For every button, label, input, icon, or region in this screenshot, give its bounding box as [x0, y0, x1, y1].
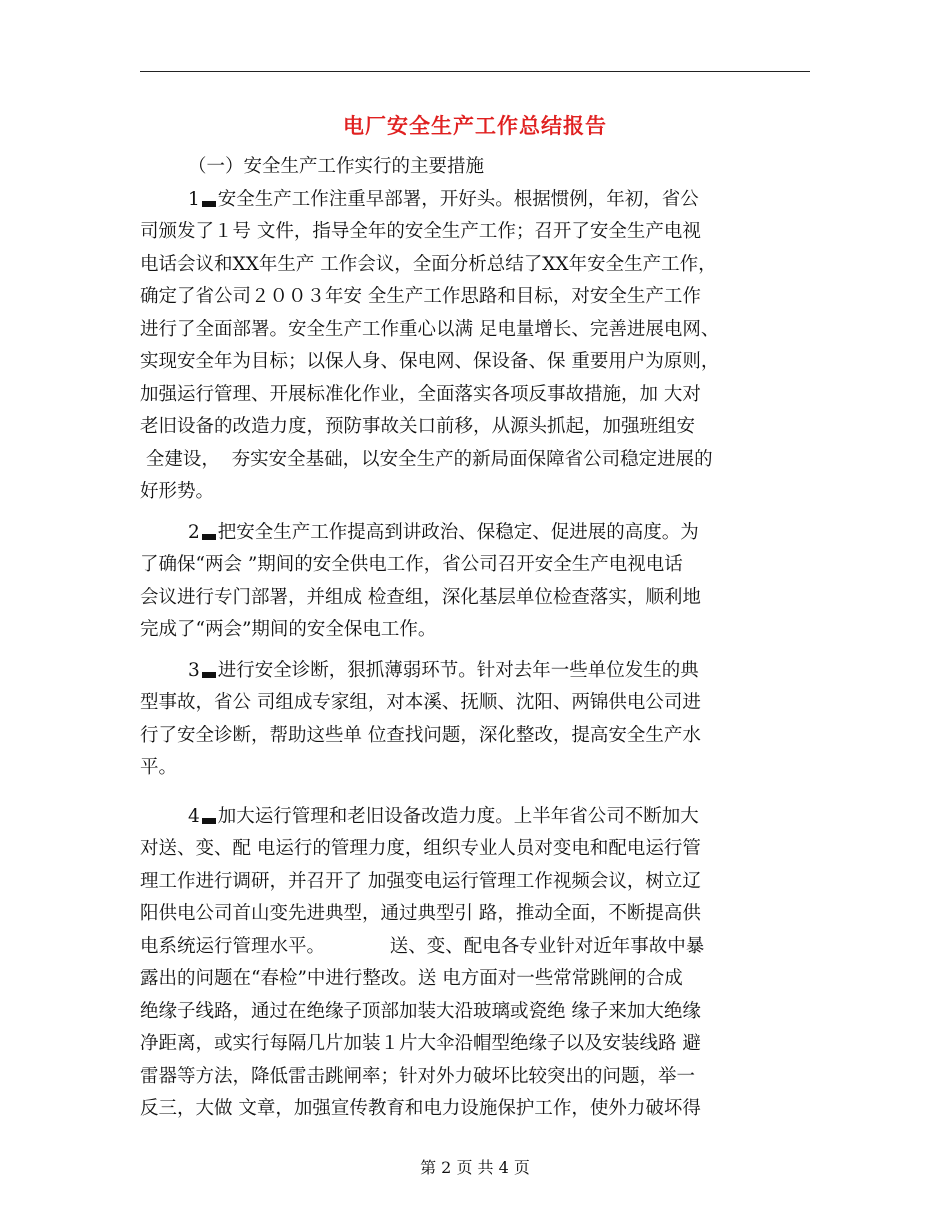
text-line: 全建设， 夯实安全基础，以安全生产的新局面保障省公司稳定进展的	[140, 448, 713, 470]
text-line: 老旧设备的改造力度，预防事故关口前移，从源头抓起，加强班组安	[140, 416, 696, 437]
text-line: 平。	[140, 757, 178, 778]
text-line: 型事故，省公 司组成专家组，对本溪、抚顺、沈阳、两锦供电公司进	[140, 692, 701, 713]
text-line: 实现安全年为目标；以保人身、保电网、保设备、保 重要用户为原则，	[140, 351, 720, 372]
dash-mark	[202, 201, 216, 207]
text-line: 完成了“两会”期间的安全保电工作。	[140, 619, 437, 640]
text-line: 电话会议和XX年生产 工作会议，全面分析总结了XX年安全生产工作，	[140, 253, 717, 275]
item-number: 3	[188, 659, 200, 681]
item-number: 4	[188, 805, 200, 827]
item-number: 1	[188, 188, 200, 210]
paragraph-4	[140, 801, 810, 1126]
text-line: 净距离，或实行每隔几片加装１片大伞沿帽型绝缘子以及安装线路 避	[140, 1033, 701, 1054]
paragraph-4-first-line: 4 加大运行管理和老旧设备改造力度。上半年省公司不断加大	[188, 805, 699, 827]
text-line: 露出的问题在“春检”中进行整改。送 电方面对一些常常跳闸的合成	[140, 968, 683, 989]
text-line: 对送、变、配 电运行的管理力度，组织专业人员对变电和配电运行管	[140, 838, 701, 859]
text-line: 绝缘子线路，通过在绝缘子顶部加装大沿玻璃或瓷绝 缘子来加大绝缘	[140, 1000, 701, 1022]
dash-mark	[202, 818, 216, 824]
text-line: 会议进行专门部署，并组成 检查组，深化基层单位检查落实，顺利地	[140, 586, 701, 608]
paragraph-2	[140, 517, 810, 647]
paragraph-2-first-line: 2 把安全生产工作提高到讲政治、保稳定、促进展的高度。为	[188, 521, 699, 543]
text-line: 雷器等方法，降低雷击跳闸率；针对外力破坏比较突出的问题，举一	[140, 1065, 696, 1087]
dash-mark	[202, 534, 216, 540]
paragraph-3	[140, 655, 810, 785]
header-rule	[140, 71, 810, 72]
item-number: 2	[188, 521, 200, 543]
text-line: 好形势。	[140, 481, 215, 502]
paragraph-3-first-line: 3 进行安全诊断，狠抓薄弱环节。针对去年一些单位发生的典	[188, 659, 699, 681]
text-line: 了确保“两会 ”期间的安全供电工作，省公司召开安全生产电视电话	[140, 554, 683, 575]
text-line: 反三，大做 文章，加强宣传教育和电力设施保护工作，使外力破坏得	[140, 1098, 701, 1119]
document-body	[140, 151, 810, 1126]
document-title: 电厂安全生产工作总结报告	[343, 114, 607, 138]
paragraph-1-first-line: 1 安全生产工作注重早部署，开好头。根据惯例，年初，省公	[188, 188, 699, 210]
text-line: 司颁发了１号 文件，指导全年的安全生产工作；召开了安全生产电视	[140, 221, 701, 242]
text-line: 阳供电公司首山变先进典型，通过典型引 路，推动全面，不断提高供	[140, 903, 701, 924]
text-line: 理工作进行调研，并召开了 加强变电运行管理工作视频会议，树立辽	[140, 870, 701, 892]
text-line: 确定了省公司２００３年安 全生产工作思路和目标，对安全生产工作	[140, 286, 701, 307]
page-number: 第 2 页 共 4 页	[420, 1158, 530, 1177]
section-heading: （一）安全生产工作实行的主要措施	[188, 156, 485, 177]
text-line: 行了安全诊断，帮助这些单 位查找问题，深化整改，提高安全生产水	[140, 724, 701, 746]
text-line: 电系统运行管理水平。 送、变、配电各专业针对近年事故中暴	[140, 935, 705, 957]
paragraph-1	[140, 184, 810, 509]
dash-mark	[202, 672, 216, 678]
text-line: 加强运行管理、开展标准化作业，全面落实各项反事故措施，加 大对	[140, 383, 701, 405]
text-line: 进行了全面部署。安全生产工作重心以满 足电量增长、完善进展电网、	[140, 318, 720, 340]
